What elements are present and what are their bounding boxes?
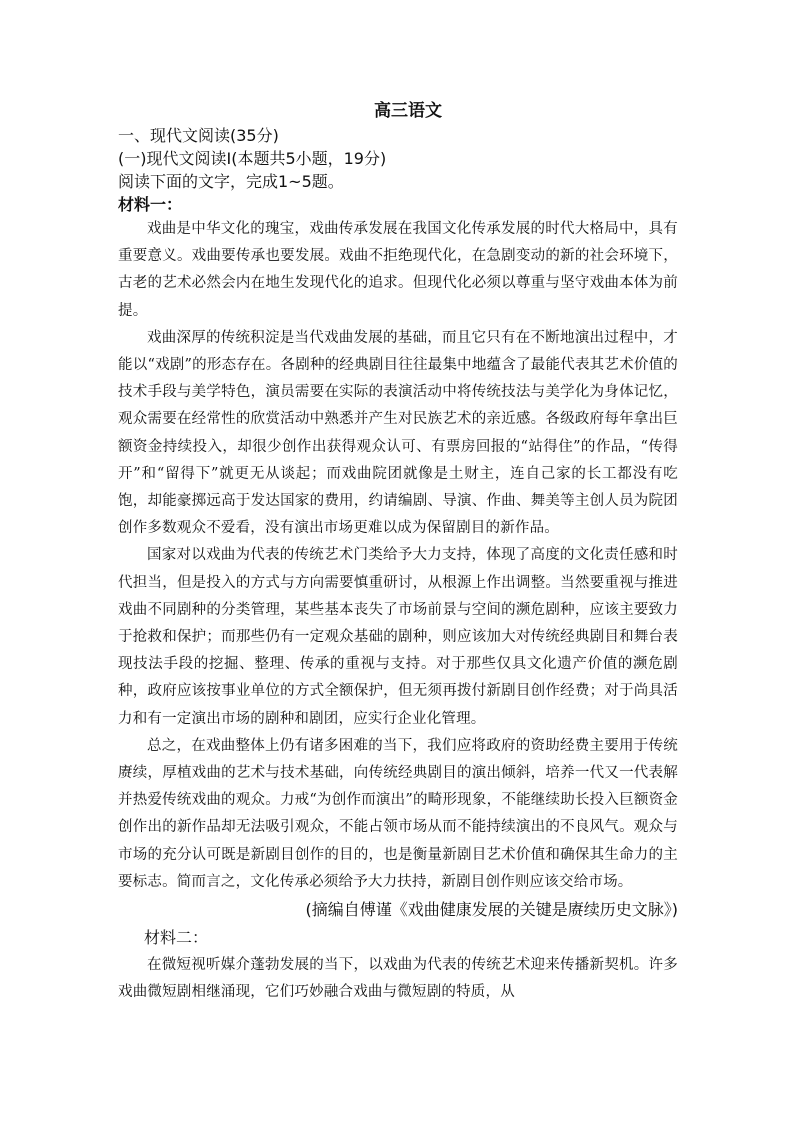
page-title: 高三语文 <box>374 101 442 121</box>
material-one-paragraph-3: 国家对以戏曲为代表的传统艺术门类给予大力支持，体现了高度的文化责任感和时代担当，但是投入的方式与方向需要慎重研讨，从根源上作出调整。当然要重视与推进戏曲不同剧种的分类管理，某些基本丧失了市场前景与空间的濒危剧种，应该主要致力于抢救和保护；而那些仍有一定观众基础的剧种，则应该加大对传统经典剧目和舞台表现技法手段的挖掘、整理、传承的重视与支持。对于那些仅具文化遗产价值的濒危剧种，政府应该按事业单位的方式全额保护，但无须再拨付新剧目创作经费；对于尚具活力和有一定演出市场的剧种和剧团，应实行企业化管理。 <box>118 547 678 727</box>
material-one-paragraph-2: 戏曲深厚的传统积淀是当代戏曲发展的基础，而且它只有在不断地演出过程中，才能以“戏剧”的形态存在。各剧种的经典剧目往往最集中地蕴含了最能代表其艺术价值的技术手段与美学特色，演员需要在实际的表演活动中将传统技法与美学化为身体记忆，观众需要在经常性的欣赏活动中熟悉并产生对民族艺术的亲近感。各级政府每年拿出巨额资金持续投入，却很少创作出获得观众认可、有票房回报的“站得住”的作品，“传得开”和“留得下”就更无从谈起；而戏曲院团就像是土财主，连自己家的长工都没有吃饱，却能豪掷远高于发达国家的费用，约请编剧、导演、作曲、舞美等主创人员为院团创作多数观众不爱看，没有演出市场更难以成为保留剧目的新作品。 <box>118 329 678 537</box>
instruction-text: 阅读下面的文字，完成1~5题。 <box>118 172 344 191</box>
section-heading: 一、现代文阅读(35分) <box>118 126 279 145</box>
material-one-label: 材料一： <box>118 195 183 214</box>
material-one-paragraph-1: 戏曲是中华文化的瑰宝，戏曲传承发展在我国文化传承发展的时代大格局中，具有重要意义。戏曲要传承也要发展。戏曲不拒绝现代化，在急剧变动的新的社会环境下，古老的艺术必然会内在地生发现代化的追求。但现代化必须以尊重与坚守戏曲本体为前提。 <box>118 221 678 319</box>
material-one-paragraph-4: 总之，在戏曲整体上仍有诸多困难的当下，我们应将政府的资助经费主要用于传统赓续，厚植戏曲的艺术与技术基础，向传统经典剧目的演出倾斜，培养一代又一代表解并热爱传统戏曲的观众。力戒“为创作而演出”的畸形现象，不能继续助长投入巨额资金创作出的新作品却无法吸引观众，不能占领市场从而不能持续演出的不良风气。观众与市场的充分认可既是新剧目创作的目的，也是衡量新剧目艺术价值和确保其生命力的主要标志。简而言之，文化传承必须给予大力扶持，新剧目创作则应该交给市场。 <box>118 737 678 890</box>
subsection-heading: (一)现代文阅读Ⅰ(本题共5小题，19分) <box>118 149 387 168</box>
material-two-label: 材料二： <box>144 928 209 948</box>
material-two-paragraph-1: 在微短视听媒介蓬勃发展的当下，以戏曲为代表的传统艺术迎来传播新契机。许多戏曲微短剧相继涌现，它们巧妙融合戏曲与微短剧的特质，从 <box>118 957 678 1001</box>
material-one-source: (摘编自傅谨《戏曲健康发展的关键是赓续历史文脉》) <box>305 900 678 920</box>
document-content <box>118 98 678 1006</box>
